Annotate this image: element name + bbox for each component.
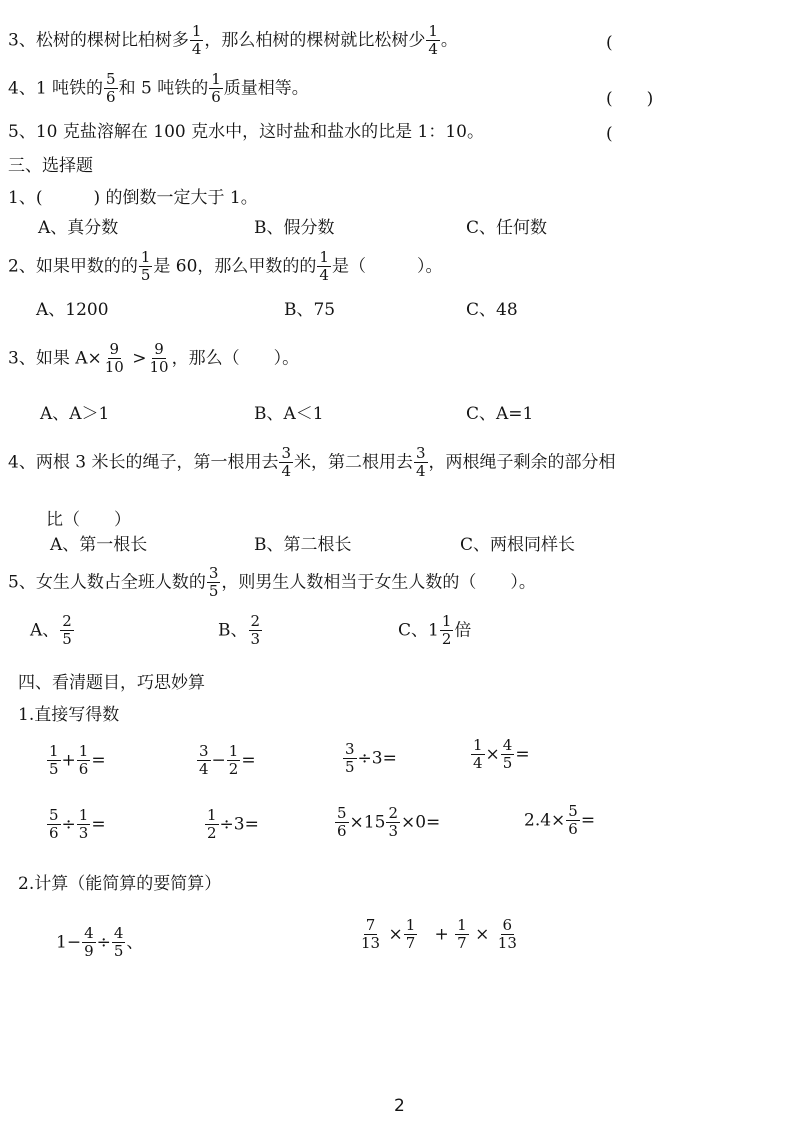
fraction: $\frac{1}{4}$ [473,736,483,773]
section-title: 三、选择题 [8,156,93,176]
fraction: $\frac{1}{5}$ [140,248,151,285]
fraction: $\frac{9}{10}$ [104,340,124,377]
fraction: $\frac{1}{7}$ [457,916,467,953]
fraction: $\frac{2}{3}$ [388,804,398,841]
expression: $\frac{3}{5}$ ÷3= [345,740,397,777]
judge-q3: 3、松树的棵树比柏树多 $\frac{1}{4}$ ，那么柏树的棵树就比松树少 $\frac{1}{4}$ 。 [8,22,458,59]
fraction: $\frac{3}{5}$ [345,740,355,777]
choice-q4-line2: 比（ ） [46,510,131,530]
fraction: $\frac{6}{13}$ [497,916,517,953]
choice-q3: 3、如果 A× $\frac{9}{10}$ > $\frac{9}{10}$ ，那么（ ）。 [8,340,300,377]
fraction: $\frac{4}{9}$ [84,924,94,961]
option-b[interactable]: B、假分数 [254,218,335,238]
fraction: $\frac{1}{2}$ [228,742,239,779]
expression: $\frac{5}{6}$ ×15 $\frac{2}{3}$ ×0= [337,804,441,841]
option-a[interactable]: A、A＞1 [40,404,110,424]
fraction: $\frac{3}{4}$ [281,444,291,481]
fraction: $\frac{1}{5}$ [49,742,59,779]
fraction: $\frac{1}{2}$ [441,612,452,649]
judge-q4: 4、1 吨铁的 $\frac{5}{6}$ 和 5 吨铁的 $\frac{1}{6}$ 质量相等。 [8,70,309,107]
choice-q1: 1、( ) 的倒数一定大于 1。 [8,188,258,208]
fraction: $\frac{1}{4}$ [428,22,438,59]
fraction: $\frac{7}{13}$ [361,916,381,953]
fraction: $\frac{1}{7}$ [405,916,416,953]
option-c[interactable]: C、两根同样长 [460,535,576,555]
fraction: $\frac{9}{10}$ [149,340,169,377]
option-c[interactable]: C、A=1 [466,404,534,424]
fraction: $\frac{1}{6}$ [78,742,89,779]
option-b[interactable]: B、A＜1 [254,404,324,424]
choice-q2: 2、如果甲数的的 $\frac{1}{5}$ 是 60，那么甲数的的 $\frac{1}{4}$ 是（ ）。 [8,248,443,285]
expression: $\frac{1}{2}$ ÷3= [207,806,259,843]
fraction: $\frac{3}{5}$ [208,564,219,601]
fraction: $\frac{5}{6}$ [568,802,578,839]
subsection-title: 1.直接写得数 [18,705,120,725]
calculation: 1− $\frac{4}{9}$ ÷ $\frac{4}{5}$ 、 [56,924,144,961]
fraction: $\frac{5}{6}$ [49,806,59,843]
page-number: 2 [394,1096,405,1116]
fraction: $\frac{5}{6}$ [106,70,116,107]
answer-paren[interactable]: ( [606,124,613,144]
option-b[interactable]: B、第二根长 [254,535,352,555]
fraction: $\frac{1}{3}$ [78,806,89,843]
option-b[interactable]: B、75 [284,300,336,320]
option-c[interactable]: C、48 [466,300,518,320]
option-b[interactable]: B、 $\frac{2}{3}$ [218,612,261,649]
answer-paren[interactable]: ( [606,33,613,53]
answer-paren[interactable]: ( ) [606,89,654,109]
fraction: $\frac{4}{5}$ [113,924,124,961]
option-c[interactable]: C、1 $\frac{1}{2}$ 倍 [398,612,472,649]
fraction: $\frac{1}{6}$ [211,70,221,107]
option-a[interactable]: A、第一根长 [50,535,148,555]
fraction: $\frac{3}{4}$ [416,444,426,481]
fraction: $\frac{1}{4}$ [191,22,202,59]
option-a[interactable]: A、真分数 [38,218,119,238]
expression: $\frac{5}{6}$ ÷ $\frac{1}{3}$ = [49,806,106,843]
expression: $\frac{1}{4}$ × $\frac{4}{5}$ = [473,736,530,773]
expression: $\frac{1}{5}$ + $\frac{1}{6}$ = [49,742,106,779]
judge-q5: 5、10 克盐溶解在 100 克水中，这时盐和盐水的比是 1：10。 [8,122,484,142]
fraction: $\frac{5}{6}$ [337,804,347,841]
expression: 2.4× $\frac{5}{6}$ = [524,802,596,839]
option-a[interactable]: A、1200 [36,300,109,320]
section-title: 四、看清题目，巧思妙算 [18,673,205,693]
fraction: $\frac{1}{2}$ [207,806,217,843]
subsection-title: 2.计算（能简算的要简算） [18,874,222,894]
fraction: $\frac{2}{3}$ [250,612,261,649]
choice-q4: 4、两根 3 米长的绳子，第一根用去 $\frac{3}{4}$ 米，第二根用去 $\frac{3}{4}$ ，两根绳子剩余的部分相 [8,444,616,481]
choice-q5: 5、女生人数占全班人数的 $\frac{3}{5}$ ，则男生人数相当于女生人数的（ ）。 [8,564,536,601]
fraction: $\frac{1}{4}$ [319,248,329,285]
option-c[interactable]: C、任何数 [466,218,548,238]
option-a[interactable]: A、 $\frac{2}{5}$ [30,612,72,649]
fraction: $\frac{3}{4}$ [199,742,209,779]
expression: $\frac{3}{4}$ − $\frac{1}{2}$ = [199,742,256,779]
fraction: $\frac{4}{5}$ [502,736,513,773]
calculation: $\frac{7}{13}$ × $\frac{1}{7}$ + $\frac{1}{7}$ × $\frac{6}{13}$ [361,916,517,953]
fraction: $\frac{2}{5}$ [62,612,72,649]
